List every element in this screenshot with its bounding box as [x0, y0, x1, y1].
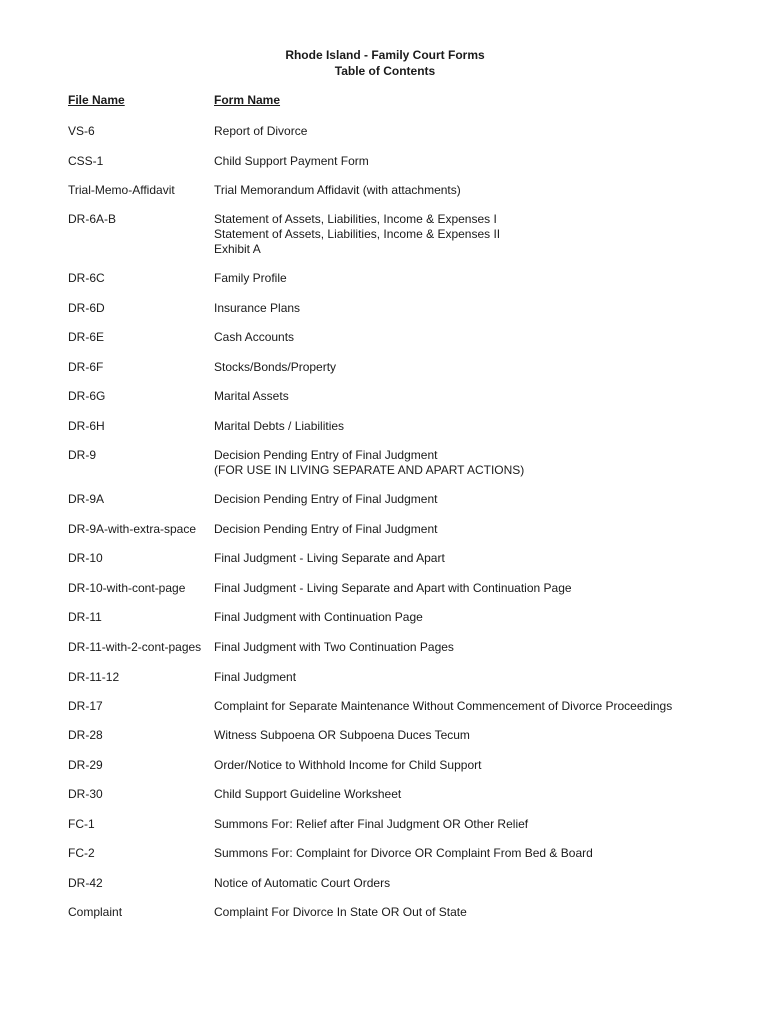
file-name-cell: Complaint — [68, 905, 123, 919]
form-name-line: Statement of Assets, Liabilities, Income & Expenses I — [214, 212, 497, 226]
form-name-line: Summons For: Relief after Final Judgment OR Other Relief — [214, 817, 529, 831]
form-name-cell — [214, 876, 390, 891]
form-name-cell — [214, 522, 437, 537]
file-name-cell: DR-29 — [68, 758, 103, 772]
form-name-line: Order/Notice to Withhold Income for Child Support — [214, 758, 482, 772]
file-name-cell: DR-6A-B — [68, 212, 117, 226]
form-name-line: Notice of Automatic Court Orders — [214, 876, 391, 890]
file-name-cell: DR-10 — [68, 551, 103, 565]
form-name-line: Trial Memorandum Affidavit (with attachments) — [214, 183, 461, 197]
file-name-cell: DR-9A — [68, 492, 105, 506]
title-line-2: Table of Contents — [334, 64, 436, 78]
document-title — [0, 47, 770, 79]
form-name-line: Statement of Assets, Liabilities, Income & Expenses II — [214, 227, 501, 241]
form-name-line: Child Support Payment Form — [214, 154, 369, 168]
form-name-line: Complaint For Divorce In State OR Out of State — [214, 905, 467, 919]
file-name-cell: DR-11-with-2-cont-pages — [68, 640, 202, 654]
form-name-cell — [214, 419, 344, 434]
form-name-line: Summons For: Complaint for Divorce OR Complaint From Bed & Board — [214, 846, 593, 860]
form-name-line: Stocks/Bonds/Property — [214, 360, 337, 374]
form-name-cell — [214, 330, 294, 345]
form-name-line: Insurance Plans — [214, 301, 301, 315]
form-name-cell — [214, 610, 423, 625]
file-name-cell: DR-30 — [68, 787, 103, 801]
form-name-cell — [214, 360, 336, 375]
form-name-cell — [214, 124, 307, 139]
form-name-cell — [214, 448, 524, 478]
form-name-cell — [214, 183, 461, 198]
form-name-cell — [214, 758, 481, 773]
file-name-cell: DR-11-12 — [68, 670, 120, 684]
file-name-cell: DR-6E — [68, 330, 105, 344]
form-name-cell — [214, 728, 470, 743]
form-name-line: Final Judgment with Continuation Page — [214, 610, 423, 624]
file-name-cell: DR-6H — [68, 419, 105, 433]
form-name-cell — [214, 670, 296, 685]
file-name-cell: FC-2 — [68, 846, 95, 860]
file-name-header: File Name — [68, 93, 125, 107]
file-name-cell: CSS-1 — [68, 154, 104, 168]
form-name-line: Cash Accounts — [214, 330, 295, 344]
form-name-line: Decision Pending Entry of Final Judgment — [214, 522, 438, 536]
file-name-cell: FC-1 — [68, 817, 95, 831]
file-name-cell: DR-28 — [68, 728, 103, 742]
form-name-line: Witness Subpoena OR Subpoena Duces Tecum — [214, 728, 470, 742]
form-name-cell — [214, 787, 401, 802]
form-name-cell — [214, 551, 445, 566]
form-name-header: Form Name — [214, 93, 281, 107]
form-name-cell — [214, 846, 593, 861]
form-name-cell — [214, 212, 500, 257]
form-name-cell — [214, 301, 300, 316]
title-line-1: Rhode Island - Family Court Forms — [285, 48, 485, 62]
form-name-cell — [214, 271, 287, 286]
file-name-cell: DR-17 — [68, 699, 103, 713]
file-name-cell: DR-6G — [68, 389, 106, 403]
form-name-cell — [214, 817, 528, 832]
form-name-cell — [214, 640, 454, 655]
form-name-line: Family Profile — [214, 271, 287, 285]
form-name-cell — [214, 389, 289, 404]
file-name-cell: DR-9A-with-extra-space — [68, 522, 197, 536]
form-name-line: (FOR USE IN LIVING SEPARATE AND APART ACTIONS) — [214, 463, 525, 477]
form-name-line: Final Judgment - Living Separate and Apart — [214, 551, 445, 565]
form-name-cell — [214, 154, 369, 169]
file-name-cell: DR-6D — [68, 301, 105, 315]
file-name-cell: DR-11 — [68, 610, 102, 624]
form-name-line: Final Judgment - Living Separate and Apart with Continuation Page — [214, 581, 572, 595]
file-name-cell: DR-6F — [68, 360, 104, 374]
form-name-line: Marital Assets — [214, 389, 289, 403]
form-name-line: Final Judgment — [214, 670, 297, 684]
file-name-cell: DR-6C — [68, 271, 105, 285]
file-name-cell: DR-9 — [68, 448, 97, 462]
form-name-line: Report of Divorce — [214, 124, 308, 138]
form-name-cell — [214, 492, 437, 507]
file-name-cell: Trial-Memo-Affidavit — [68, 183, 175, 197]
form-name-line: Complaint for Separate Maintenance Without Commencement of Divorce Proceedings — [214, 699, 673, 713]
form-name-line: Exhibit A — [214, 242, 261, 256]
file-name-cell: VS-6 — [68, 124, 95, 138]
file-name-cell: DR-42 — [68, 876, 103, 890]
form-name-line: Marital Debts / Liabilities — [214, 419, 345, 433]
form-name-cell — [214, 581, 572, 596]
form-name-line: Decision Pending Entry of Final Judgment — [214, 448, 438, 462]
form-name-cell — [214, 699, 672, 714]
form-name-line: Decision Pending Entry of Final Judgment — [214, 492, 438, 506]
file-name-cell: DR-10-with-cont-page — [68, 581, 186, 595]
form-name-line: Child Support Guideline Worksheet — [214, 787, 402, 801]
form-name-cell — [214, 905, 467, 920]
form-name-line: Final Judgment with Two Continuation Pages — [214, 640, 454, 654]
